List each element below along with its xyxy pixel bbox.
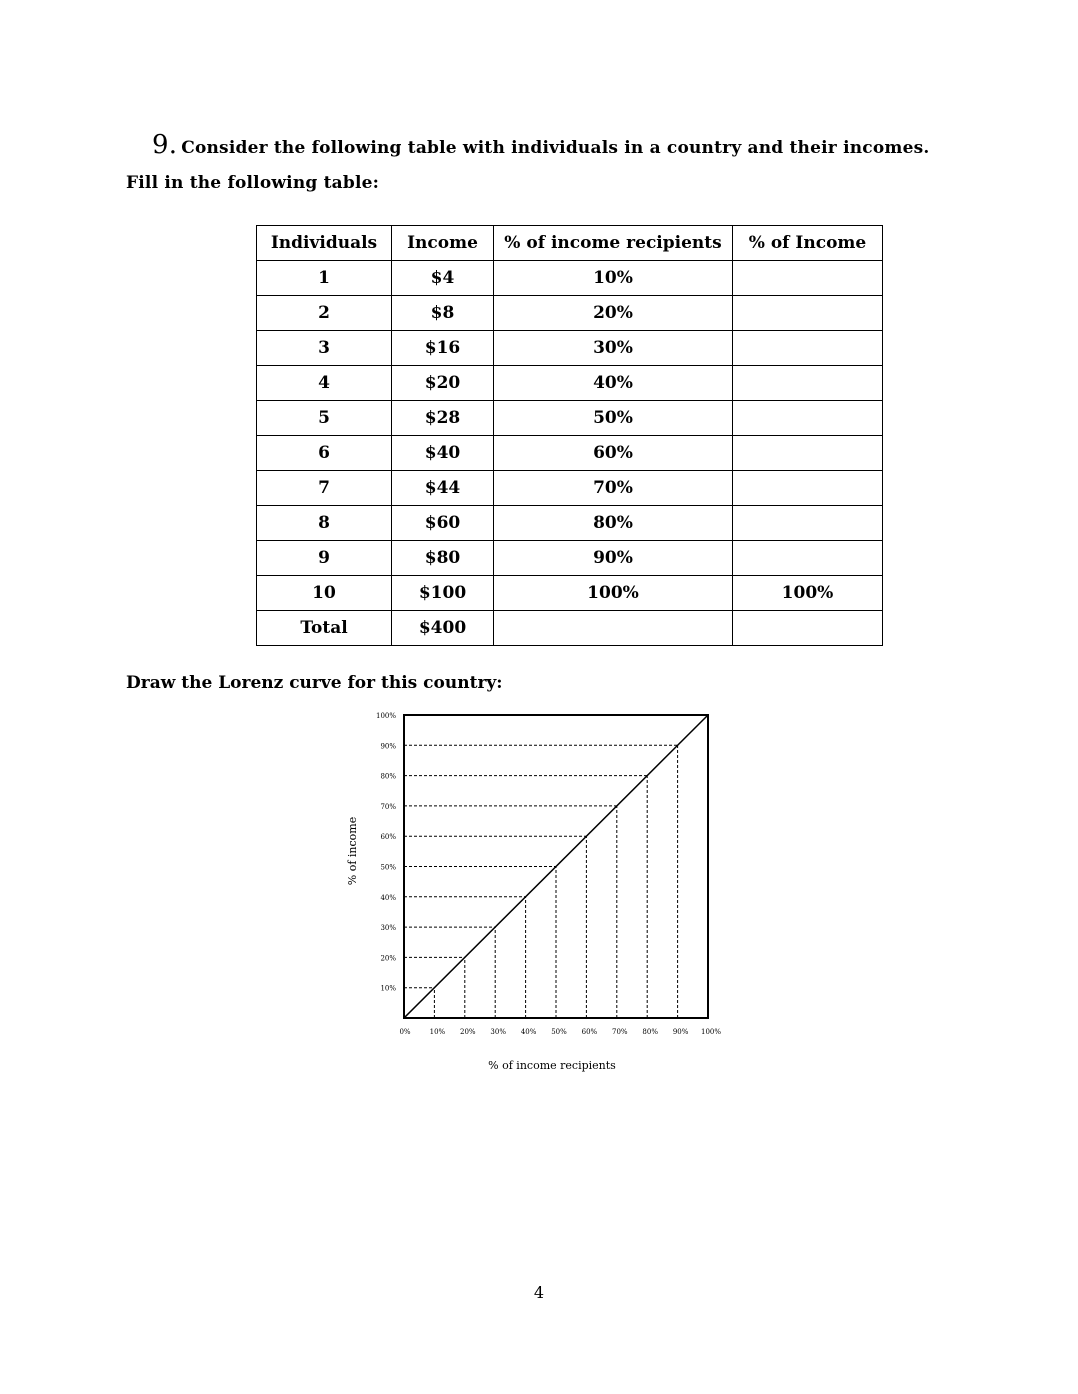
y-tick-label: 10% [380, 984, 396, 993]
page-number: 4 [533, 1283, 545, 1302]
cell-individual: 8 [257, 506, 392, 541]
cell-individual: 3 [257, 331, 392, 366]
cell-pct-income: 100% [733, 576, 883, 611]
cell-pct-recipients: 70% [494, 471, 733, 506]
y-tick-label: 100% [375, 712, 396, 720]
cell-income: $400 [392, 611, 494, 646]
y-axis-label: % of income [346, 816, 359, 886]
x-tick-label: 20% [460, 1028, 476, 1036]
cell-individual: 1 [257, 261, 392, 296]
cell-pct-recipients: 40% [494, 366, 733, 401]
draw-prompt: Draw the Lorenz curve for this country: [126, 673, 503, 693]
question-number: 9. [152, 130, 178, 160]
cell-income: $80 [392, 541, 494, 576]
y-tick-label: 80% [380, 772, 396, 781]
y-tick-label: 90% [380, 742, 396, 751]
cell-pct-recipients: 20% [494, 296, 733, 331]
cell-income: $20 [392, 366, 494, 401]
cell-individual: 10 [257, 576, 392, 611]
y-tick-label: 50% [380, 863, 396, 872]
cell-individual: 9 [257, 541, 392, 576]
cell-individual: 4 [257, 366, 392, 401]
cell-pct-recipients: 50% [494, 401, 733, 436]
cell-pct-recipients: 30% [494, 331, 733, 366]
x-tick-label: 0% [399, 1028, 411, 1036]
cell-income: $100 [392, 576, 494, 611]
cell-individual: Total [257, 611, 392, 646]
cell-income: $44 [392, 471, 494, 506]
x-tick-label: 30% [490, 1028, 506, 1036]
cell-pct-recipients: 10% [494, 261, 733, 296]
cell-pct-recipients: 60% [494, 436, 733, 471]
cell-individual: 2 [257, 296, 392, 331]
cell-individual: 5 [257, 401, 392, 436]
header-pct-income: % of Income [733, 226, 883, 261]
x-tick-label: 10% [429, 1028, 446, 1036]
y-tick-label: 70% [380, 802, 396, 811]
cell-income: $28 [392, 401, 494, 436]
cell-income: $60 [392, 506, 494, 541]
cell-income: $16 [392, 331, 494, 366]
cell-income: $4 [392, 261, 494, 296]
cell-pct-recipients: 90% [494, 541, 733, 576]
y-tick-label: 30% [380, 924, 396, 933]
cell-income: $40 [392, 436, 494, 471]
x-tick-label: 90% [672, 1028, 689, 1036]
x-axis-label: % of income recipients [488, 1059, 616, 1072]
x-tick-label: 60% [581, 1028, 598, 1036]
x-tick-label: 50% [551, 1028, 567, 1036]
question-text: 9. Consider the following table with individuals in a country and their incomes. Fill in the following table: [126, 130, 930, 193]
x-tick-label: 100% [700, 1028, 722, 1036]
header-income: Income [392, 226, 494, 261]
cell-pct-recipients: 100% [494, 576, 733, 611]
y-tick-label: 20% [380, 954, 396, 963]
cell-pct-recipients: 80% [494, 506, 733, 541]
cell-income: $8 [392, 296, 494, 331]
header-individuals: Individuals [257, 226, 392, 261]
cell-individual: 6 [257, 436, 392, 471]
cell-individual: 7 [257, 471, 392, 506]
header-pct-recipients: % of income recipients [494, 226, 733, 261]
y-tick-label: 40% [380, 893, 396, 902]
x-tick-label: 80% [642, 1028, 658, 1036]
x-tick-label: 70% [612, 1028, 628, 1036]
y-tick-label: 60% [380, 833, 396, 842]
x-tick-label: 40% [520, 1028, 537, 1036]
